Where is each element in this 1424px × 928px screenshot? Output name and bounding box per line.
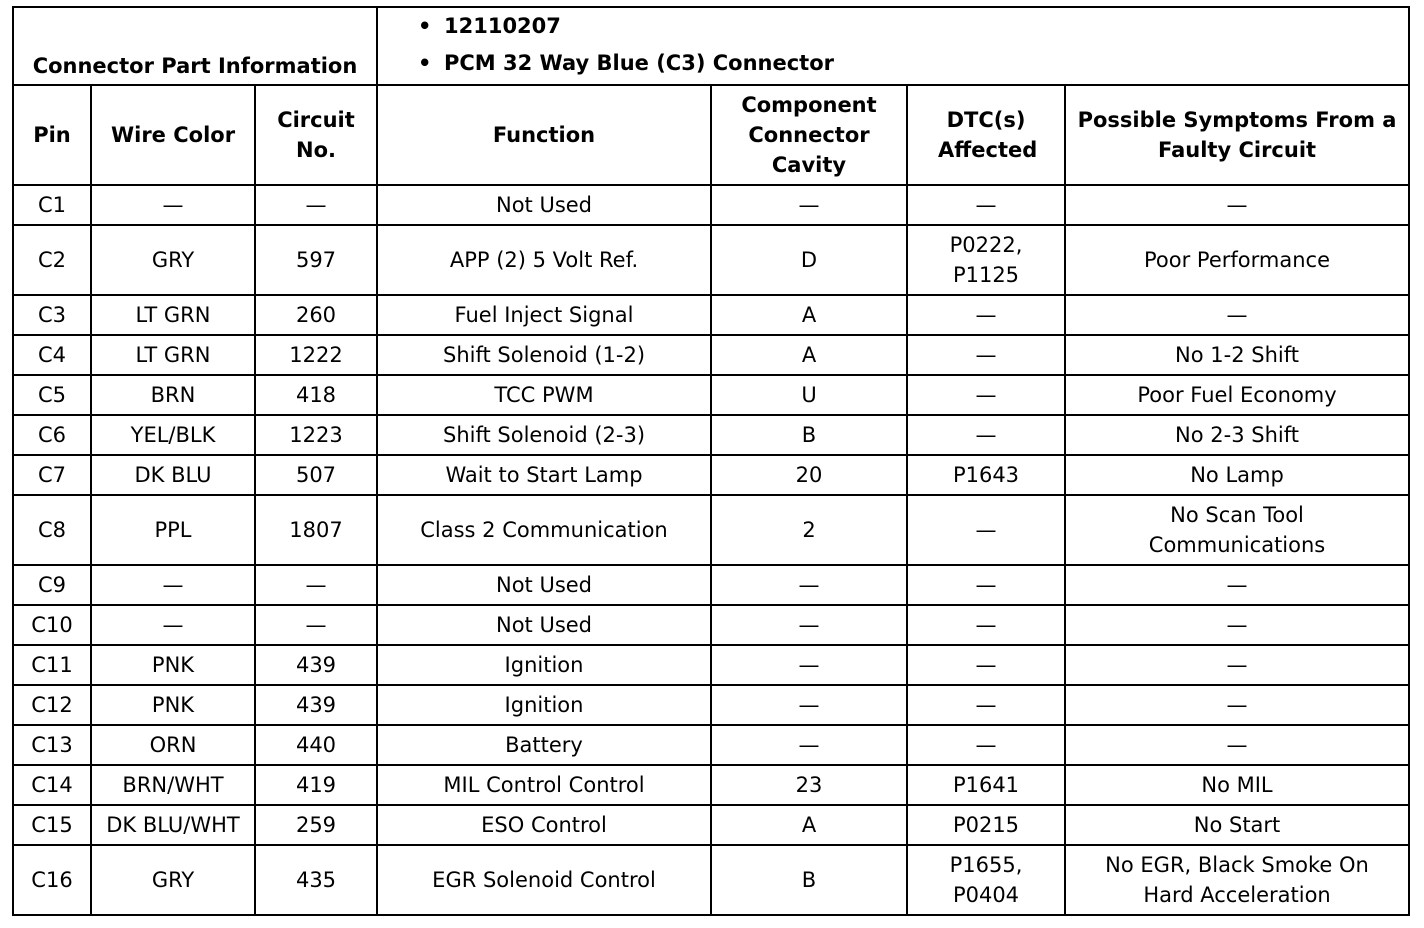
cell-symptom: No Scan Tool Communications — [1065, 495, 1409, 565]
cell-function: Not Used — [377, 605, 711, 645]
cell-symptom: — — [1065, 725, 1409, 765]
table-row — [13, 415, 1409, 455]
cell-wire-color: — — [91, 605, 255, 645]
cell-circuit-no: 1223 — [255, 415, 377, 455]
cell-circuit-no: — — [255, 565, 377, 605]
header-row — [13, 85, 1409, 185]
cell-pin: C6 — [13, 415, 91, 455]
cell-dtc: — — [907, 185, 1065, 225]
cell-cavity: U — [711, 375, 907, 415]
cell-dtc: — — [907, 725, 1065, 765]
cell-circuit-no: 507 — [255, 455, 377, 495]
cell-pin: C15 — [13, 805, 91, 845]
cell-function: MIL Control Control — [377, 765, 711, 805]
cell-circuit-no: 439 — [255, 645, 377, 685]
cell-circuit-no: 435 — [255, 845, 377, 915]
table-row — [13, 765, 1409, 805]
cell-function: APP (2) 5 Volt Ref. — [377, 225, 711, 295]
cell-function: Shift Solenoid (2-3) — [377, 415, 711, 455]
bullet-icon: • — [418, 51, 432, 75]
cell-dtc: — — [907, 295, 1065, 335]
table-row — [13, 185, 1409, 225]
cell-dtc: — — [907, 335, 1065, 375]
cell-wire-color: YEL/BLK — [91, 415, 255, 455]
cell-wire-color: DK BLU/WHT — [91, 805, 255, 845]
table-row — [13, 455, 1409, 495]
cell-wire-color: PNK — [91, 685, 255, 725]
cell-wire-color: — — [91, 185, 255, 225]
header-cavity: Component Connector Cavity — [711, 85, 907, 185]
header-function: Function — [377, 85, 711, 185]
cell-circuit-no: 419 — [255, 765, 377, 805]
cell-symptom: No Start — [1065, 805, 1409, 845]
cell-pin: C2 — [13, 225, 91, 295]
cell-symptom: — — [1065, 565, 1409, 605]
cell-pin: C5 — [13, 375, 91, 415]
bullet-icon: • — [418, 14, 432, 38]
header-pin: Pin — [13, 85, 91, 185]
table-row — [13, 845, 1409, 915]
table-row — [13, 335, 1409, 375]
cell-pin: C4 — [13, 335, 91, 375]
cell-dtc: P0215 — [907, 805, 1065, 845]
cell-cavity: D — [711, 225, 907, 295]
cell-cavity: — — [711, 185, 907, 225]
cell-pin: C16 — [13, 845, 91, 915]
cell-symptom: Poor Performance — [1065, 225, 1409, 295]
cell-cavity: — — [711, 605, 907, 645]
cell-symptom: No EGR, Black Smoke On Hard Acceleration — [1065, 845, 1409, 915]
connector-info-label: Connector Part Information — [13, 7, 377, 85]
cell-circuit-no: 440 — [255, 725, 377, 765]
cell-pin: C11 — [13, 645, 91, 685]
cell-wire-color: — — [91, 565, 255, 605]
cell-dtc: — — [907, 565, 1065, 605]
cell-function: Ignition — [377, 685, 711, 725]
cell-function: Wait to Start Lamp — [377, 455, 711, 495]
cell-wire-color: DK BLU — [91, 455, 255, 495]
cell-circuit-no: 418 — [255, 375, 377, 415]
cell-function: Fuel Inject Signal — [377, 295, 711, 335]
table-row — [13, 645, 1409, 685]
cell-dtc: P1641 — [907, 765, 1065, 805]
cell-dtc: — — [907, 415, 1065, 455]
cell-wire-color: ORN — [91, 725, 255, 765]
table-row — [13, 725, 1409, 765]
cell-pin: C1 — [13, 185, 91, 225]
cell-cavity: — — [711, 565, 907, 605]
cell-symptom: — — [1065, 605, 1409, 645]
cell-function: Not Used — [377, 185, 711, 225]
table-body — [13, 185, 1409, 915]
cell-cavity: — — [711, 685, 907, 725]
cell-dtc: P0222, P1125 — [907, 225, 1065, 295]
table-row — [13, 225, 1409, 295]
cell-circuit-no: 1222 — [255, 335, 377, 375]
connector-info-list — [377, 7, 1409, 85]
header-circuit-no: Circuit No. — [255, 85, 377, 185]
cell-symptom: No Lamp — [1065, 455, 1409, 495]
cell-pin: C7 — [13, 455, 91, 495]
cell-symptom: No MIL — [1065, 765, 1409, 805]
cell-cavity: 2 — [711, 495, 907, 565]
header-wire-color: Wire Color — [91, 85, 255, 185]
cell-circuit-no: 439 — [255, 685, 377, 725]
cell-symptom: — — [1065, 185, 1409, 225]
cell-dtc: P1643 — [907, 455, 1065, 495]
cell-cavity: 23 — [711, 765, 907, 805]
cell-wire-color: PNK — [91, 645, 255, 685]
cell-wire-color: PPL — [91, 495, 255, 565]
cell-dtc: — — [907, 495, 1065, 565]
cell-circuit-no: — — [255, 185, 377, 225]
cell-dtc: — — [907, 375, 1065, 415]
header-symptoms: Possible Symptoms From a Faulty Circuit — [1065, 85, 1409, 185]
cell-function: Class 2 Communication — [377, 495, 711, 565]
cell-wire-color: BRN — [91, 375, 255, 415]
cell-pin: C10 — [13, 605, 91, 645]
cell-pin: C3 — [13, 295, 91, 335]
cell-circuit-no: 260 — [255, 295, 377, 335]
cell-cavity: 20 — [711, 455, 907, 495]
connector-info-item: • 12110207 — [418, 8, 1405, 45]
cell-circuit-no: — — [255, 605, 377, 645]
cell-dtc: — — [907, 605, 1065, 645]
cell-function: Not Used — [377, 565, 711, 605]
cell-cavity: A — [711, 805, 907, 845]
cell-pin: C9 — [13, 565, 91, 605]
cell-cavity: A — [711, 295, 907, 335]
cell-function: TCC PWM — [377, 375, 711, 415]
cell-function: EGR Solenoid Control — [377, 845, 711, 915]
cell-dtc: P1655, P0404 — [907, 845, 1065, 915]
header-dtc: DTC(s) Affected — [907, 85, 1065, 185]
cell-pin: C12 — [13, 685, 91, 725]
cell-symptom: No 1-2 Shift — [1065, 335, 1409, 375]
connector-info-row — [13, 7, 1409, 85]
cell-symptom: — — [1065, 645, 1409, 685]
cell-wire-color: LT GRN — [91, 295, 255, 335]
cell-symptom: No 2-3 Shift — [1065, 415, 1409, 455]
cell-symptom: — — [1065, 295, 1409, 335]
cell-wire-color: LT GRN — [91, 335, 255, 375]
cell-wire-color: GRY — [91, 845, 255, 915]
table-row — [13, 685, 1409, 725]
table-row — [13, 605, 1409, 645]
cell-dtc: — — [907, 685, 1065, 725]
cell-wire-color: BRN/WHT — [91, 765, 255, 805]
cell-cavity: B — [711, 415, 907, 455]
table-row — [13, 295, 1409, 335]
cell-symptom: Poor Fuel Economy — [1065, 375, 1409, 415]
cell-cavity: — — [711, 725, 907, 765]
connector-table — [12, 6, 1410, 916]
cell-circuit-no: 597 — [255, 225, 377, 295]
table-row — [13, 805, 1409, 845]
cell-cavity: A — [711, 335, 907, 375]
cell-pin: C8 — [13, 495, 91, 565]
cell-function: Shift Solenoid (1-2) — [377, 335, 711, 375]
cell-function: Ignition — [377, 645, 711, 685]
table-row — [13, 375, 1409, 415]
cell-wire-color: GRY — [91, 225, 255, 295]
cell-circuit-no: 259 — [255, 805, 377, 845]
table-row — [13, 495, 1409, 565]
table-row — [13, 565, 1409, 605]
cell-pin: C14 — [13, 765, 91, 805]
cell-circuit-no: 1807 — [255, 495, 377, 565]
cell-pin: C13 — [13, 725, 91, 765]
cell-cavity: — — [711, 645, 907, 685]
cell-function: Battery — [377, 725, 711, 765]
cell-dtc: — — [907, 645, 1065, 685]
cell-symptom: — — [1065, 685, 1409, 725]
connector-info-item: • PCM 32 Way Blue (C3) Connector — [418, 45, 1405, 82]
cell-cavity: B — [711, 845, 907, 915]
cell-function: ESO Control — [377, 805, 711, 845]
